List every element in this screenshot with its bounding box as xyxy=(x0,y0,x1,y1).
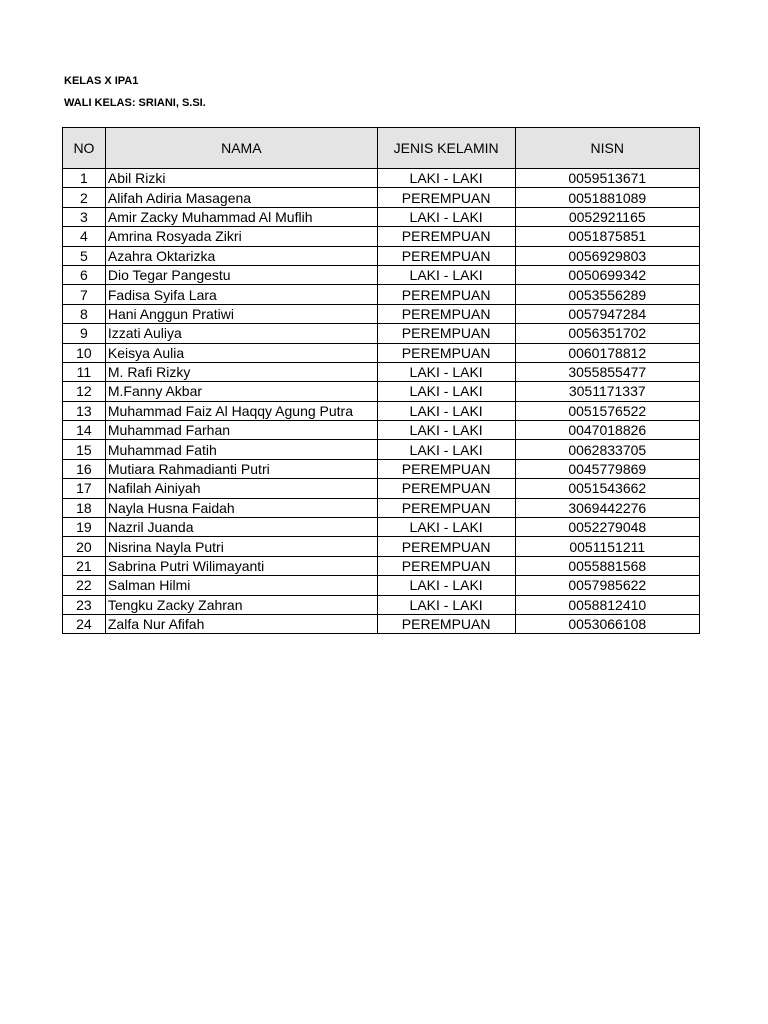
cell-jenis-kelamin: PEREMPUAN xyxy=(377,324,515,343)
cell-no: 8 xyxy=(63,304,106,323)
table-row xyxy=(63,537,700,556)
cell-nama: Dio Tegar Pangestu xyxy=(105,265,377,284)
cell-nama: Tengku Zacky Zahran xyxy=(105,595,377,614)
table-row xyxy=(63,614,700,633)
table-row xyxy=(63,207,700,226)
cell-jenis-kelamin: PEREMPUAN xyxy=(377,479,515,498)
cell-nisn: 0047018826 xyxy=(515,421,699,440)
cell-nisn: 0059513671 xyxy=(515,169,699,188)
table-row xyxy=(63,595,700,614)
table-header-row xyxy=(63,128,700,169)
table-row xyxy=(63,518,700,537)
cell-nama: Muhammad Farhan xyxy=(105,421,377,440)
cell-no: 20 xyxy=(63,537,106,556)
cell-nama: Nayla Husna Faidah xyxy=(105,498,377,517)
cell-jenis-kelamin: PEREMPUAN xyxy=(377,304,515,323)
cell-jenis-kelamin: LAKI - LAKI xyxy=(377,401,515,420)
cell-jenis-kelamin: LAKI - LAKI xyxy=(377,595,515,614)
class-title: KELAS X IPA1 xyxy=(64,75,139,87)
cell-no: 6 xyxy=(63,265,106,284)
table-row xyxy=(63,421,700,440)
cell-jenis-kelamin: PEREMPUAN xyxy=(377,227,515,246)
cell-nisn: 0058812410 xyxy=(515,595,699,614)
cell-nisn: 0053066108 xyxy=(515,614,699,633)
cell-nisn: 0057947284 xyxy=(515,304,699,323)
cell-nisn: 0060178812 xyxy=(515,343,699,362)
homeroom-teacher: WALI KELAS: SRIANI, S.SI. xyxy=(64,97,206,109)
cell-jenis-kelamin: PEREMPUAN xyxy=(377,537,515,556)
cell-no: 1 xyxy=(63,169,106,188)
cell-no: 21 xyxy=(63,556,106,575)
table-row xyxy=(63,343,700,362)
cell-nama: Amir Zacky Muhammad Al Muflih xyxy=(105,207,377,226)
cell-no: 13 xyxy=(63,401,106,420)
table-row xyxy=(63,576,700,595)
cell-nama: M. Rafi Rizky xyxy=(105,362,377,381)
cell-jenis-kelamin: PEREMPUAN xyxy=(377,614,515,633)
cell-nama: Abil Rizki xyxy=(105,169,377,188)
cell-nama: Azahra Oktarizka xyxy=(105,246,377,265)
cell-nisn: 0056929803 xyxy=(515,246,699,265)
cell-nisn: 0052921165 xyxy=(515,207,699,226)
cell-no: 7 xyxy=(63,285,106,304)
cell-jenis-kelamin: LAKI - LAKI xyxy=(377,265,515,284)
table-row xyxy=(63,246,700,265)
cell-no: 23 xyxy=(63,595,106,614)
table-row xyxy=(63,459,700,478)
cell-jenis-kelamin: LAKI - LAKI xyxy=(377,421,515,440)
cell-nama: Muhammad Faiz Al Haqqy Agung Putra xyxy=(105,401,377,420)
cell-no: 22 xyxy=(63,576,106,595)
table-row xyxy=(63,556,700,575)
cell-nisn: 0056351702 xyxy=(515,324,699,343)
table-row xyxy=(63,324,700,343)
cell-nisn: 0051151211 xyxy=(515,537,699,556)
table-row xyxy=(63,188,700,207)
table-row xyxy=(63,227,700,246)
cell-nisn: 0045779869 xyxy=(515,459,699,478)
cell-nisn: 0052279048 xyxy=(515,518,699,537)
student-roster-table xyxy=(62,127,700,634)
cell-nisn: 0051576522 xyxy=(515,401,699,420)
cell-no: 12 xyxy=(63,382,106,401)
class-header xyxy=(64,70,206,114)
cell-no: 4 xyxy=(63,227,106,246)
table-row xyxy=(63,169,700,188)
cell-jenis-kelamin: LAKI - LAKI xyxy=(377,576,515,595)
table-row xyxy=(63,362,700,381)
cell-jenis-kelamin: PEREMPUAN xyxy=(377,285,515,304)
cell-jenis-kelamin: LAKI - LAKI xyxy=(377,362,515,381)
table-row xyxy=(63,440,700,459)
cell-nama: Sabrina Putri Wilimayanti xyxy=(105,556,377,575)
cell-no: 15 xyxy=(63,440,106,459)
cell-nama: Alifah Adiria Masagena xyxy=(105,188,377,207)
cell-nisn: 3055855477 xyxy=(515,362,699,381)
column-header-no: NO xyxy=(63,128,106,169)
cell-nama: Hani Anggun Pratiwi xyxy=(105,304,377,323)
cell-nama: Nazril Juanda xyxy=(105,518,377,537)
table-row xyxy=(63,401,700,420)
table-row xyxy=(63,304,700,323)
cell-nisn: 0051543662 xyxy=(515,479,699,498)
column-header-nama: NAMA xyxy=(105,128,377,169)
cell-no: 9 xyxy=(63,324,106,343)
cell-nisn: 0055881568 xyxy=(515,556,699,575)
table-body xyxy=(63,169,700,634)
cell-no: 5 xyxy=(63,246,106,265)
table-row xyxy=(63,498,700,517)
table-row xyxy=(63,479,700,498)
cell-no: 19 xyxy=(63,518,106,537)
cell-nama: Nafilah Ainiyah xyxy=(105,479,377,498)
cell-no: 17 xyxy=(63,479,106,498)
cell-nama: Zalfa Nur Afifah xyxy=(105,614,377,633)
cell-nama: Nisrina Nayla Putri xyxy=(105,537,377,556)
cell-nama: Salman Hilmi xyxy=(105,576,377,595)
column-header-jenis-kelamin: JENIS KELAMIN xyxy=(377,128,515,169)
cell-nama: Mutiara Rahmadianti Putri xyxy=(105,459,377,478)
cell-no: 24 xyxy=(63,614,106,633)
cell-nisn: 3069442276 xyxy=(515,498,699,517)
cell-jenis-kelamin: LAKI - LAKI xyxy=(377,207,515,226)
cell-jenis-kelamin: PEREMPUAN xyxy=(377,343,515,362)
cell-no: 16 xyxy=(63,459,106,478)
cell-nama: Muhammad Fatih xyxy=(105,440,377,459)
cell-no: 11 xyxy=(63,362,106,381)
cell-jenis-kelamin: LAKI - LAKI xyxy=(377,440,515,459)
table-row xyxy=(63,265,700,284)
cell-nama: Keisya Aulia xyxy=(105,343,377,362)
cell-nisn: 0050699342 xyxy=(515,265,699,284)
cell-jenis-kelamin: LAKI - LAKI xyxy=(377,169,515,188)
cell-no: 10 xyxy=(63,343,106,362)
cell-nisn: 0051881089 xyxy=(515,188,699,207)
cell-nama: M.Fanny Akbar xyxy=(105,382,377,401)
cell-jenis-kelamin: PEREMPUAN xyxy=(377,498,515,517)
column-header-nisn: NISN xyxy=(515,128,699,169)
table-row xyxy=(63,382,700,401)
cell-jenis-kelamin: PEREMPUAN xyxy=(377,188,515,207)
cell-nama: Fadisa Syifa Lara xyxy=(105,285,377,304)
cell-no: 18 xyxy=(63,498,106,517)
cell-nisn: 3051171337 xyxy=(515,382,699,401)
cell-nama: Izzati Auliya xyxy=(105,324,377,343)
cell-nisn: 0062833705 xyxy=(515,440,699,459)
cell-no: 2 xyxy=(63,188,106,207)
cell-nisn: 0057985622 xyxy=(515,576,699,595)
cell-jenis-kelamin: PEREMPUAN xyxy=(377,246,515,265)
cell-nisn: 0053556289 xyxy=(515,285,699,304)
cell-jenis-kelamin: PEREMPUAN xyxy=(377,459,515,478)
cell-jenis-kelamin: LAKI - LAKI xyxy=(377,382,515,401)
table-row xyxy=(63,285,700,304)
cell-jenis-kelamin: LAKI - LAKI xyxy=(377,518,515,537)
cell-nama: Amrina Rosyada Zikri xyxy=(105,227,377,246)
cell-no: 14 xyxy=(63,421,106,440)
cell-nisn: 0051875851 xyxy=(515,227,699,246)
cell-jenis-kelamin: PEREMPUAN xyxy=(377,556,515,575)
cell-no: 3 xyxy=(63,207,106,226)
